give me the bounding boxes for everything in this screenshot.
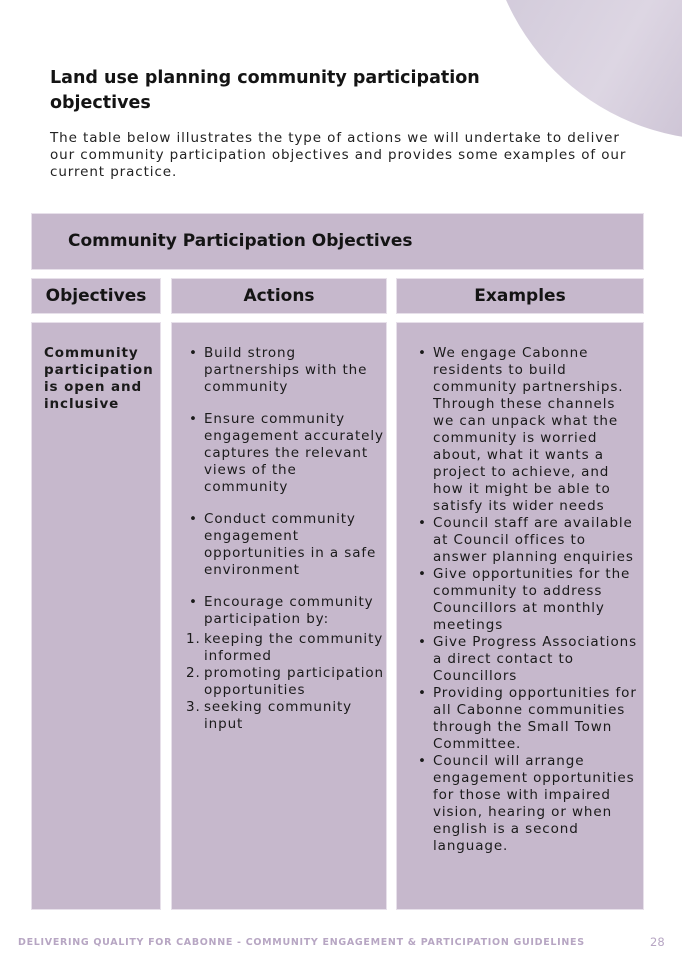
sub-action-item [186,699,386,733]
objectives-cell [31,322,161,910]
example-item: • Give Progress Associations a direct contact to Councillors [415,634,637,685]
example-item: • Council will arrange engagement opportunities for those with impaired vision, hearing or when english is a second language. [415,753,637,855]
table-title: Community Participation Objectives [68,231,413,251]
footer-text: DELIVERING QUALITY FOR CABONNE - COMMUNITY ENGAGEMENT & PARTICIPATION GUIDELINES [18,937,585,948]
header-examples: Examples [396,278,644,314]
sub-action-number: 2. [186,665,201,681]
actions-cell [171,322,387,910]
table-title-bar [31,213,644,270]
sub-action-item [186,631,386,665]
header-objectives: Objectives [31,278,161,314]
example-item: • Give opportunities for the community to address Councillors at monthly meetings [415,566,637,634]
objective-text: Community participation is open and inclusive [44,345,154,412]
example-item: • Providing opportunities for all Cabonne communities through the Small Town Committee. [415,685,637,753]
sub-action-text: promoting participation opportunities [204,665,384,698]
action-item-text: Encourage community participation by: [204,594,374,627]
intro-paragraph: The table below illustrates the type of actions we will undertake to deliver our community participation objectives and provides some examples of our current practice. [50,130,627,180]
action-item [186,594,386,628]
action-item: • Conduct community engagement opportunities in a safe environment [186,511,386,579]
example-item: • We engage Cabonne residents to build community partnerships. Through these channels we can unpack what the community is worried about, what it wants a project to achieve, and how it might be able to satisfy its wider needs [415,345,637,515]
example-item: • Council staff are available at Council offices to answer planning enquiries [415,515,637,566]
page-number: 28 [650,935,665,949]
sub-action-text: seeking community input [204,699,353,732]
action-item: • Build strong partnerships with the community [186,345,386,396]
decorative-circle [486,0,682,140]
examples-cell [396,322,644,910]
action-item: • Ensure community engagement accurately captures the relevant views of the community [186,411,386,496]
actions-list [186,345,386,628]
section-heading: Land use planning community participation objectives [50,68,480,113]
sub-actions-list [186,631,386,733]
sub-action-number: 3. [186,699,201,715]
examples-list [415,345,637,855]
sub-action-number: 1. [186,631,201,647]
header-actions: Actions [171,278,387,314]
sub-action-item [186,665,386,699]
sub-action-text: keeping the community informed [204,631,384,664]
